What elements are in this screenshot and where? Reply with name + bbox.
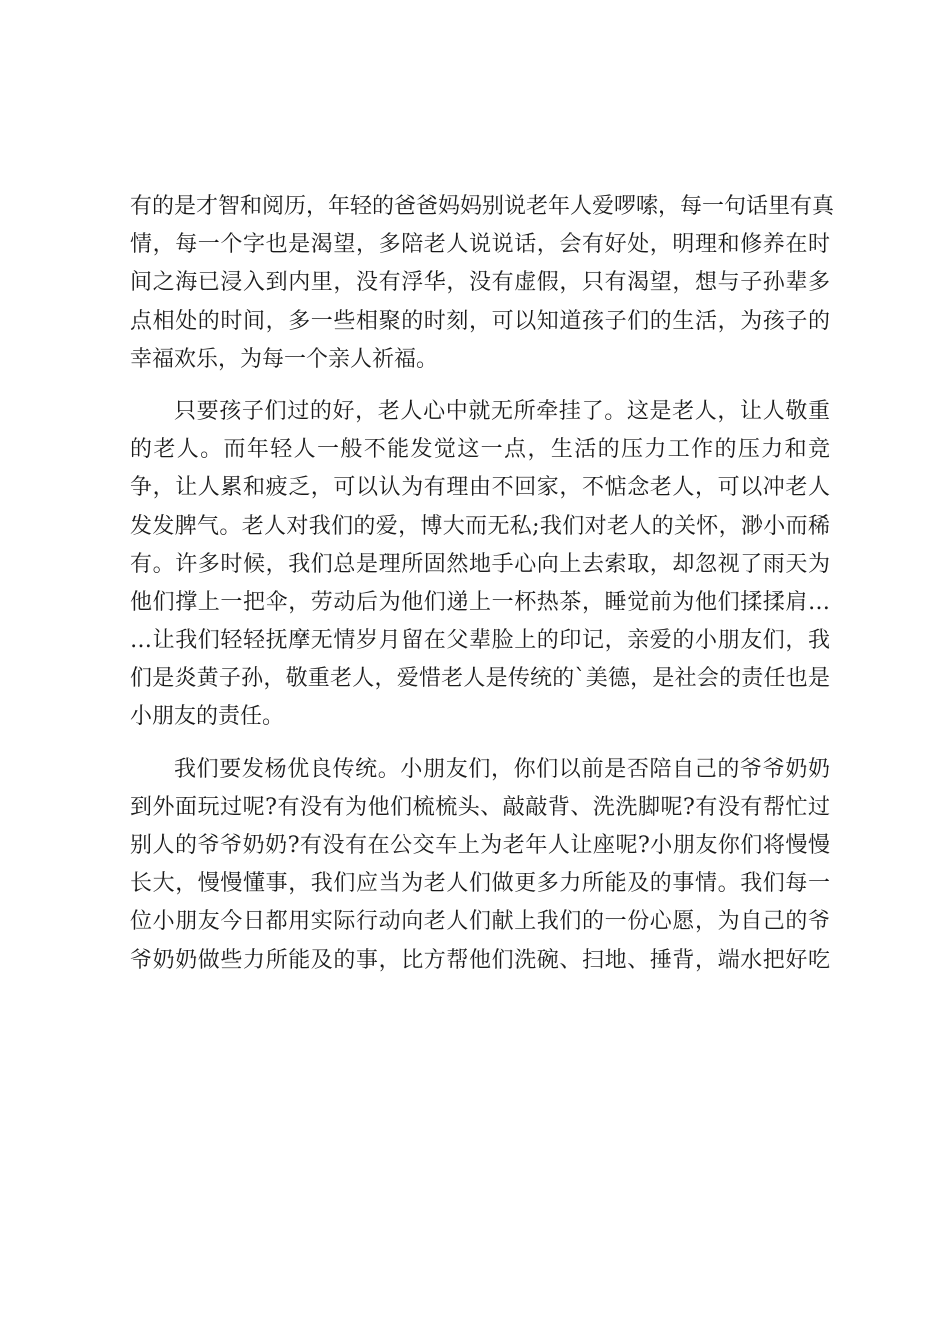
text-line: 争，让人累和疲乏，可以认为有理由不回家，不惦念老人，可以冲老人 [130,475,830,501]
text-line: 他们撑上一把伞，劳动后为他们递上一杯热茶，睡觉前为他们揉揉肩… [130,589,830,615]
body-text [130,188,835,980]
paragraph-2 [130,393,830,737]
text-line: 的老人。而年轻人一般不能发觉这一点，生活的压力工作的压力和竞 [130,437,830,463]
text-line: 间之海已浸入到内里，没有浮华，没有虚假，只有渴望，想与子孙辈多 [130,270,830,296]
paragraph-spacing [130,379,830,393]
text-line: …让我们轻轻抚摩无情岁月留在父辈脸上的印记，亲爱的小朋友们，我 [130,628,830,654]
paragraph-spacing [130,737,830,751]
text-line: 到外面玩过呢?有没有为他们梳梳头、敲敲背、洗洗脚呢?有没有帮忙过 [130,794,830,820]
text-line: 位小朋友今日都用实际行动向老人们献上我们的一份心愿，为自己的爷 [130,909,830,935]
text-line: 我们要发杨优良传统。小朋友们，你们以前是否陪自己的爷爷奶奶 [174,756,830,782]
text-line: 长大，慢慢懂事，我们应当为老人们做更多力所能及的事情。我们每一 [130,871,830,897]
text-line: 别人的爷爷奶奶?有没有在公交车上为老年人让座呢?小朋友你们将慢慢 [130,833,830,858]
paragraph-3 [130,751,830,980]
text-line: 点相处的时间，多一些相聚的时刻，可以知道孩子们的生活，为孩子的 [130,308,830,334]
text-line: 爷奶奶做些力所能及的事，比方帮他们洗碗、扫地、捶背，端水把好吃 [130,947,830,973]
text-line: 有的是才智和阅历，年轻的爸爸妈妈别说老年人爱啰嗦，每一句话里有真 [130,194,835,219]
text-line: 们是炎黄子孙，敬重老人，爱惜老人是传统的`美德，是社会的责任也是 [130,666,830,692]
text-line: 有。许多时候，我们总是理所固然地手心向上去索取，却忽视了雨天为 [130,551,830,577]
text-line: 发发脾气。老人对我们的爱，博大而无私;我们对老人的关怀，渺小而稀 [130,513,830,539]
text-line: 小朋友的责任。 [130,704,285,730]
text-line: 幸福欢乐，为每一个亲人祈福。 [130,346,439,372]
paragraph-1 [130,188,835,379]
text-line: 只要孩子们过的好，老人心中就无所牵挂了。这是老人，让人敬重 [174,398,830,424]
text-line: 情，每一个字也是渴望，多陪老人说说话，会有好处，明理和修养在时 [130,232,830,258]
